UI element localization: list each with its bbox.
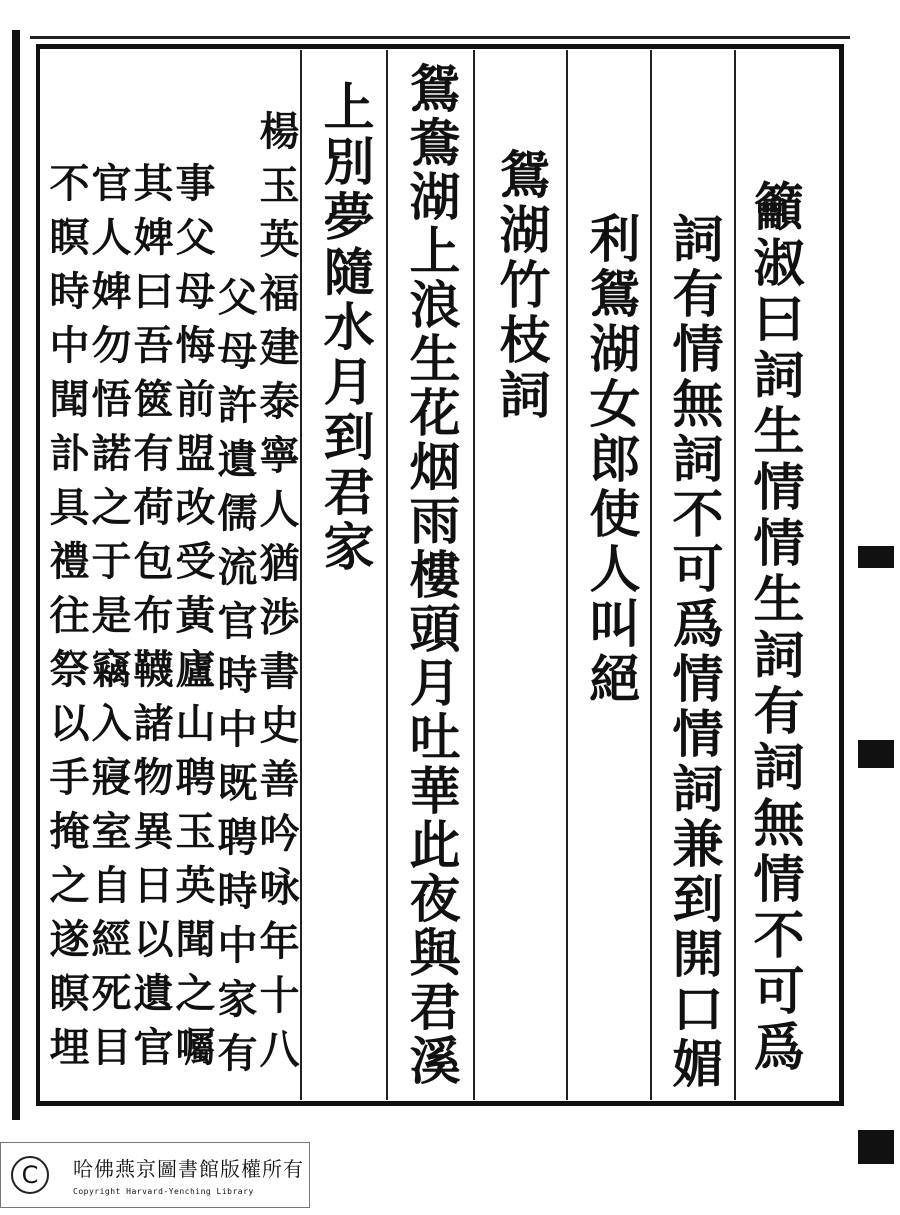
- text-column-11: 不瞑時中聞訃具禮往祭以手掩之遂瞑埋: [43, 162, 90, 1080]
- edge-mark: [858, 1130, 894, 1164]
- column-rule: [386, 50, 388, 1100]
- left-spine: [12, 30, 20, 1120]
- text-column-9: 其婢曰吾篋有荷包布韈諸物異日以遺官: [127, 162, 174, 1080]
- text-column-4: 鴛湖竹枝詞: [490, 148, 550, 423]
- edge-mark: [858, 546, 894, 568]
- text-column-5: 鴛鴦湖上浪生花烟雨樓頭月吐華此夜與君溪: [400, 62, 460, 1088]
- text-column-2: 詞有情無詞不可爲情情詞兼到開口媚: [663, 212, 723, 1092]
- copyright-english: Copyright Harvard-Yenching Library: [73, 1187, 254, 1196]
- text-column-6: 上別夢隨水月到君家: [314, 80, 374, 575]
- top-border-line: [30, 36, 850, 39]
- column-rule: [566, 50, 568, 1100]
- column-rule: [650, 50, 652, 1100]
- text-column-1: 籲淑曰詞生情情生詞有詞無情不可爲: [744, 180, 804, 1076]
- column-rule: [473, 50, 475, 1100]
- edge-mark: [858, 740, 894, 768]
- copyright-stamp: [0, 1142, 310, 1208]
- text-column-3: 利鴛湖女郎使人叫絕: [580, 212, 640, 707]
- text-column-8: 事父母悔前盟改受黃廬山聘玉英聞之囑: [169, 162, 216, 1080]
- copyright-chinese: 哈佛燕京圖書館版權所有: [73, 1157, 304, 1181]
- text-column-7: 楊玉英福建泰寧人猶渉書史善吟咏年十八: [253, 110, 300, 1082]
- column-rule: [734, 50, 736, 1100]
- text-column-7-sub: 父母許遺儒流官時中既聘時中家有: [211, 276, 258, 1086]
- copyright-symbol: C: [11, 1156, 49, 1194]
- column-rule: [300, 50, 302, 1100]
- text-column-10: 官人婢勿悟諾之于是竊入寢室自經死目: [85, 162, 132, 1080]
